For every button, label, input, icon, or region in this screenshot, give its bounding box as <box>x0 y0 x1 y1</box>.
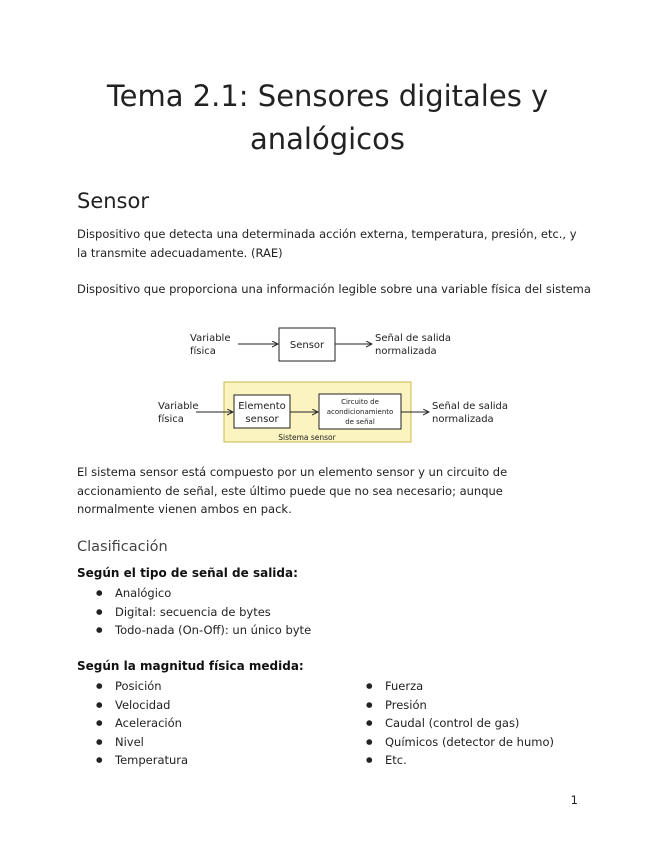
page-title-line-1: Tema 2.1: Sensores digitales y <box>106 79 549 113</box>
list-item: ● Etc. <box>347 751 607 770</box>
top-output-label-2: normalizada <box>375 346 437 357</box>
by-magnitude-list-left <box>77 677 337 770</box>
by-output-list <box>77 584 377 640</box>
list-item: ● Temperatura <box>77 751 337 770</box>
circuit-label-2: acondicionamiento <box>326 408 394 416</box>
page-number: 1 <box>570 793 578 807</box>
definition-rae: Dispositivo que detecta una determinada acción externa, temperatura, presión, etc., y la transmite adecuadamente. (RAE) <box>77 227 577 260</box>
definition-variable: Dispositivo que proporciona una información legible sobre una variable física del sistema <box>77 282 591 296</box>
bottom-input-label-2: física <box>158 414 184 425</box>
element-sensor-label-2: sensor <box>245 414 279 425</box>
element-sensor-label-1: Elemento <box>238 401 286 412</box>
circuit-label-1: Circuito de <box>341 398 379 406</box>
list-item: ● Presión <box>347 696 607 715</box>
bottom-input-label-1: Variable <box>158 401 199 412</box>
list-item: ● Caudal (control de gas) <box>347 714 607 733</box>
page-title-line-2: analógicos <box>250 122 405 156</box>
classification-heading: Clasificación <box>77 539 168 555</box>
list-item: ● Posición <box>77 677 337 696</box>
top-input-label-1: Variable <box>190 333 231 344</box>
sensor-diagram <box>0 320 655 450</box>
bottom-output-label-1: Señal de salida <box>432 401 508 412</box>
list-item: ● Fuerza <box>347 677 607 696</box>
bottom-output-label-2: normalizada <box>432 414 494 425</box>
top-input-label-2: física <box>190 346 216 357</box>
list-item: ● Analógico <box>77 584 377 603</box>
list-item: ● Químicos (detector de humo) <box>347 733 607 752</box>
list-item: ● Velocidad <box>77 696 337 715</box>
by-magnitude-list-right <box>347 677 607 770</box>
circuit-label-3: de señal <box>345 418 375 426</box>
list-item: ● Nivel <box>77 733 337 752</box>
list-item: ● Todo-nada (On-Off): un único byte <box>77 621 377 640</box>
system-paragraph: El sistema sensor está compuesto por un elemento sensor y un circuito de accionamiento de señal, este último puede que no sea necesario; aunque normalmente vienen ambos en pack. <box>77 465 508 516</box>
sensor-box-label: Sensor <box>289 340 325 351</box>
sensor-heading: Sensor <box>77 189 149 213</box>
list-item: ● Aceleración <box>77 714 337 733</box>
list-item: ● Digital: secuencia de bytes <box>77 603 377 622</box>
system-sensor-label: Sistema sensor <box>278 433 336 442</box>
top-output-label-1: Señal de salida <box>375 333 451 344</box>
by-output-heading: Según el tipo de señal de salida: <box>77 566 298 580</box>
by-magnitude-heading: Según la magnitud física medida: <box>77 659 304 673</box>
